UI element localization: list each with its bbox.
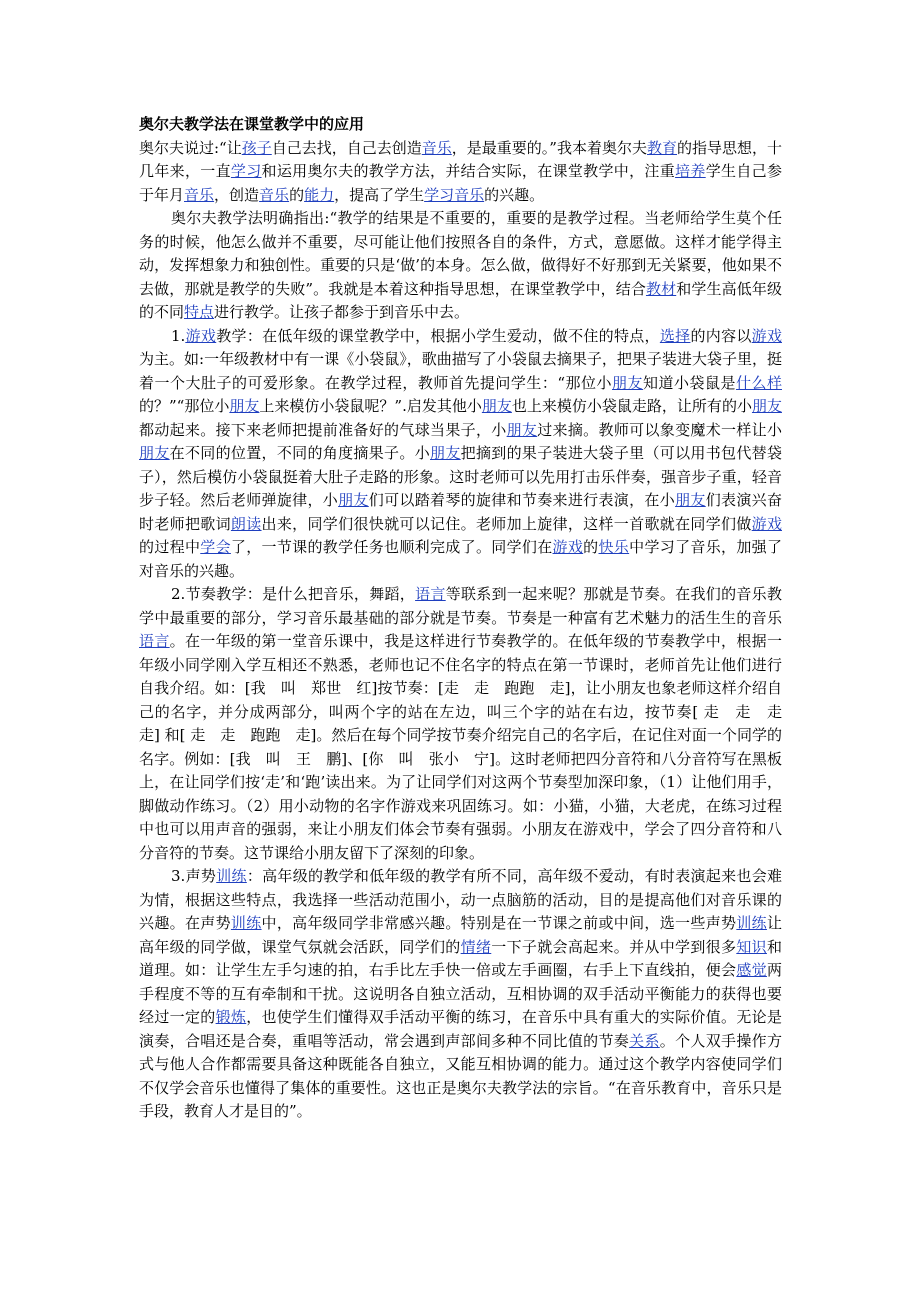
inline-link[interactable]: 关系 bbox=[629, 1031, 660, 1050]
paragraph-text: 奥尔夫说过:“让 bbox=[139, 138, 242, 157]
paragraph-container bbox=[139, 137, 798, 1124]
paragraph-text: 。在一年级的第一堂音乐课中，我是这样进行节奏教学的。在低年级的节奏教学中，根据一年级小同学刚入学互相还不熟悉，老师也记不住名字的特点在第一节课时，老师首先让他们进行自我介绍。如：[我 叫 郑世 红]按节奏：[走 走 跑跑 走]，让小朋友也象老师这样介绍自己的名字，并分成两部分，叫两个字的站在左边，叫三个字的站在右边，按节奏[ 走 走 走 走] 和[ 走 走 跑跑 走]。然后在每个同学按节奏介绍完自己的名字后，在记住对面一个同学的名字。例如：[我 叫 王 鹏]、[你 叫 张小 宁]。这时老师把四分音符和八分音符写在黑板上，在让同学们按‘走’和‘跑’读出来。为了让同学们对这两个节奏型加深印象，（1）让他们用手，脚做动作练习。（2）用小动物的名字作游戏来巩固练习。如：小猫，小猫，大老虎，在练习过程中也可以用声音的强弱，来让小朋友们体会节奏有强弱。小朋友在游戏中，学会了四分音符和八分音符的节奏。这节课给小朋友留下了深刻的印象。 bbox=[139, 632, 798, 862]
paragraph-text: ：高年级的教学和低年级的教学有所不同，高年级不爱动，有时表演起来也会难为情，根据这些特点，我选择一些活动范围小，动一点脑筋的活动，目的是提高他们对音乐课的兴趣。在声势 bbox=[139, 867, 782, 932]
paragraph-text: 都动起来。接下来老师把提前准备好的气球当果子，小 bbox=[139, 420, 507, 439]
paragraph-text: 的 bbox=[289, 185, 305, 204]
inline-link[interactable]: 朋友 bbox=[751, 397, 782, 415]
inline-link[interactable]: 朋友 bbox=[338, 491, 369, 509]
document-title: 奥尔夫教学法在课堂教学中的应用 bbox=[139, 115, 365, 133]
paragraph-text: 上来模仿小袋鼠呢？”.启发其他小 bbox=[259, 397, 482, 415]
paragraph-text: ，也使学生们懂得双手活动平衡的练习，在音乐中具有重大的实际价值。无论是演奏，合唱还是合奏，重唱等活动，常会遇到声部间多种不同比值的节奏 bbox=[139, 1008, 782, 1050]
inline-link[interactable]: 选择 bbox=[659, 326, 691, 345]
paragraph bbox=[139, 137, 782, 208]
inline-link[interactable]: 音乐 bbox=[259, 185, 290, 204]
paragraph-text: 们表演兴奋时老师把歌词 bbox=[139, 491, 782, 533]
inline-link[interactable]: 朋友 bbox=[506, 420, 538, 439]
paragraph-text: 为主。如:一年级教材中有一课《小袋鼠》，歌曲描写了小袋鼠去摘果子，把果子装进大袋子里，挺着一个大肚子的可爱形象。在教学过程，教师首先提问学生：“那位小 bbox=[139, 350, 782, 392]
paragraph-text: 进行教学。让孩子都参于到音乐中去。 bbox=[214, 303, 470, 321]
inline-link[interactable]: 朋友 bbox=[229, 397, 260, 415]
inline-link[interactable]: 教育 bbox=[646, 138, 677, 157]
paragraph-text: 在不同的位置，不同的角度摘果子。小 bbox=[169, 444, 431, 462]
inline-link[interactable]: 音乐 bbox=[184, 185, 215, 204]
inline-link[interactable]: 教材 bbox=[645, 279, 677, 298]
inline-link[interactable]: 学习 bbox=[230, 162, 262, 180]
paragraph-text: 们可以踏着琴的旋律和节奏来进行表演，在小 bbox=[368, 491, 676, 509]
inline-link[interactable]: 朋友 bbox=[430, 444, 461, 462]
paragraph-text: 2.节奏教学：是什么把音乐，舞蹈， bbox=[171, 585, 416, 603]
paragraph-text: 中学习了音乐，加强了对音乐的兴趣。 bbox=[139, 538, 782, 580]
paragraph-text: 知道小袋鼠是 bbox=[643, 373, 736, 392]
paragraph-text: 学生自己参于年月 bbox=[139, 162, 782, 204]
inline-link[interactable]: 快乐 bbox=[598, 538, 630, 556]
paragraph-text: 和运用奥尔夫的教学方法，并结合实际，在课堂教学中，注重 bbox=[261, 162, 676, 180]
paragraph-text: 的过程中 bbox=[139, 538, 201, 556]
paragraph-text: 1. bbox=[171, 326, 186, 345]
inline-link[interactable]: 锻炼 bbox=[215, 1008, 247, 1026]
paragraph-text: 的指导思想，十几年来，一直 bbox=[139, 138, 782, 180]
inline-link[interactable]: 游戏 bbox=[552, 538, 584, 556]
paragraph-text: 和学生高低年级的不同 bbox=[139, 279, 782, 321]
inline-link[interactable]: 培养 bbox=[675, 162, 706, 180]
inline-link[interactable]: 游戏 bbox=[185, 326, 217, 345]
paragraph bbox=[139, 865, 782, 1124]
paragraph-text: ，是最重要的。”我本着奥尔夫 bbox=[451, 138, 647, 157]
paragraph-text: 。个人双手操作方式与他人合作都需要具备这种既能各自独立，又能互相协调的能力。通过这个教学内容使同学们不仅学会音乐也懂得了集体的重要性。这也正是奥尔夫教学法的宗旨。“在音乐教育中，音乐只是手段，教育人才是目的”。 bbox=[139, 1031, 782, 1120]
paragraph-text: 过来摘。教师可以象变魔术一样让小 bbox=[537, 420, 782, 439]
inline-link[interactable]: 能力 bbox=[304, 185, 335, 204]
inline-link[interactable]: 训练 bbox=[230, 914, 262, 932]
paragraph-text: 等联系到一起来呢？那就是节奏。在我们的音乐教学中最重要的部分，学习音乐最基础的部分就是节奏。节奏是一种富有艺术魅力的活生生的音乐 bbox=[139, 585, 782, 627]
paragraph-text: 和道理。如：让学生左手匀速的拍，右手比左手快一倍或左手画圈，右手上下直线拍，便会 bbox=[139, 937, 782, 979]
paragraph-text: 了，一节课的教学任务也顺利完成了。同学们在 bbox=[230, 538, 553, 556]
inline-link[interactable]: 朗读 bbox=[230, 514, 262, 533]
inline-link[interactable]: 特点 bbox=[184, 303, 215, 321]
inline-link[interactable]: 什么样 bbox=[735, 373, 782, 392]
paragraph-text: 的 bbox=[583, 538, 599, 556]
paragraph-text: 也上来模仿小袋鼠走路，让所有的小 bbox=[511, 397, 752, 415]
paragraph-text: 3.声势 bbox=[171, 867, 217, 885]
inline-link[interactable]: 训练 bbox=[216, 867, 247, 885]
paragraph bbox=[139, 583, 798, 865]
paragraph-text: 一下子就会高起来。并从中学到很多 bbox=[491, 937, 737, 956]
paragraph-text: ，提高了学生 bbox=[334, 185, 425, 204]
inline-link[interactable]: 音乐 bbox=[421, 138, 452, 157]
paragraph-text: 的内容以 bbox=[690, 326, 752, 345]
paragraph bbox=[139, 207, 782, 325]
paragraph-text: 两手程度不等的互有牵制和干扰。这说明各自独立活动，互相协调的双手活动平衡能力的获得也要经过一定的 bbox=[139, 961, 782, 1026]
inline-link[interactable]: 学习音乐 bbox=[424, 185, 485, 204]
inline-link[interactable]: 游戏 bbox=[751, 514, 782, 533]
inline-link[interactable]: 语言 bbox=[139, 632, 170, 650]
inline-link[interactable]: 语言 bbox=[415, 585, 446, 603]
document-body bbox=[139, 113, 798, 1124]
paragraph-text: 中，高年级同学非常感兴趣。特别是在一节课之前或中间，选一些声势 bbox=[261, 914, 737, 932]
inline-link[interactable]: 感觉 bbox=[736, 961, 767, 979]
inline-link[interactable]: 孩子 bbox=[241, 138, 272, 157]
inline-link[interactable]: 训练 bbox=[736, 914, 767, 932]
paragraph-text: 教学：在低年级的课堂教学中，根据小学生爱动，做不住的特点， bbox=[216, 326, 660, 345]
inline-link[interactable]: 学会 bbox=[200, 538, 231, 556]
inline-link[interactable]: 朋友 bbox=[675, 491, 706, 509]
paragraph-text: 让高年级的同学做，课堂气氛就会活跃，同学们的 bbox=[139, 914, 782, 956]
paragraph-text: ，创造 bbox=[214, 185, 260, 204]
inline-link[interactable]: 朋友 bbox=[612, 373, 644, 392]
paragraph-text: 自己去找，自己去创造 bbox=[271, 138, 422, 157]
paragraph-text: 的？”“那位小 bbox=[139, 397, 230, 415]
paragraph-text: 出来，同学们很快就可以记住。老师加上旋律，这样一首歌就在同学们做 bbox=[261, 514, 752, 533]
paragraph-text: 的兴趣。 bbox=[484, 185, 545, 204]
paragraph bbox=[139, 325, 782, 584]
inline-link[interactable]: 朋友 bbox=[139, 444, 170, 462]
paragraph-text: 把摘到的果子装进大袋子里（可以用书包代替袋子），然后模仿小袋鼠挺着大肚子走路的形象。这时老师可以先用打击乐伴奏，强音步子重，轻音步子轻。然后老师弹旋律，小 bbox=[139, 444, 782, 509]
inline-link[interactable]: 知识 bbox=[736, 937, 767, 956]
inline-link[interactable]: 情绪 bbox=[460, 937, 492, 956]
paragraph-text: 奥尔夫教学法明确指出:“教学的结果是不重要的，重要的是教学过程。当老师给学生莫个任务的时候，他怎么做并不重要，尽可能让他们按照各自的条件，方式，意愿做。这样才能学得主动，发挥想象力和独创性。重要的只是‘做’的本身。怎么做，做得好不好那到无关紧要，他如果不去做，那就是教学的失败”。我就是本着这种指导思想，在课堂教学中，结合 bbox=[139, 209, 782, 298]
inline-link[interactable]: 游戏 bbox=[751, 326, 782, 345]
inline-link[interactable]: 朋友 bbox=[481, 397, 512, 415]
